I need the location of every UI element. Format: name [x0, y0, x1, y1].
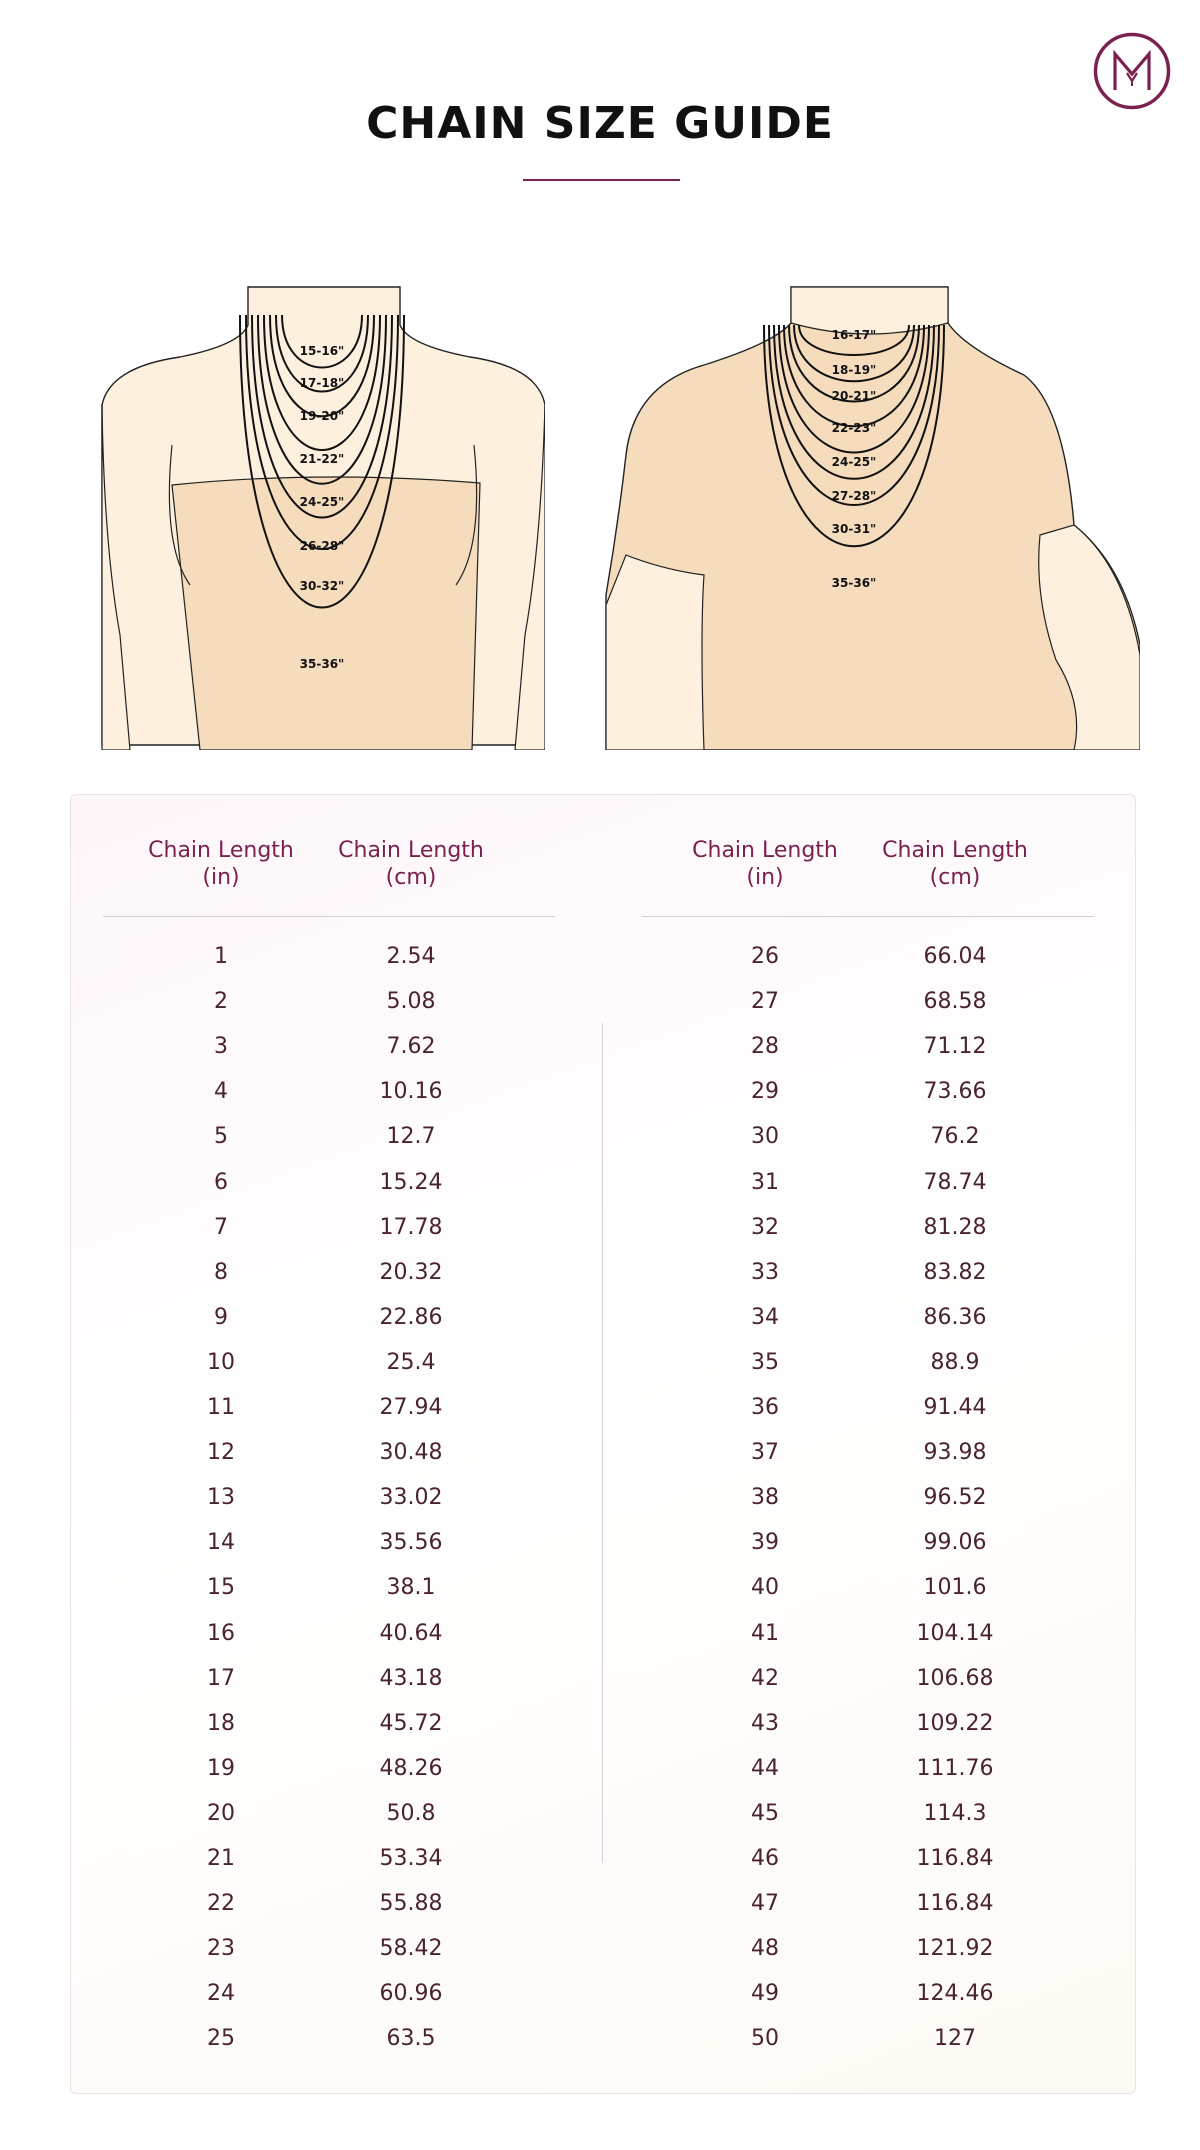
table-cell-in: 46 — [751, 1846, 779, 1871]
table-cell-in: 28 — [751, 1034, 779, 1060]
table-cell-cm: 17.78 — [379, 1214, 443, 1240]
chain-length-label: 24-25" — [299, 495, 345, 509]
table-cell-cm: 35.56 — [379, 1530, 443, 1556]
table-cell-in: 24 — [207, 1981, 235, 2007]
table-cell-cm: 73.66 — [923, 1079, 987, 1105]
chain-length-label: 17-18" — [299, 376, 345, 390]
table-cell-in: 11 — [207, 1395, 235, 1420]
table-cell-cm: 20.32 — [379, 1259, 443, 1285]
table-cell-cm: 71.12 — [923, 1034, 987, 1060]
table-cell-in: 6 — [214, 1169, 228, 1195]
table-cell-in: 48 — [751, 1936, 779, 1962]
table-cell-in: 26 — [751, 944, 779, 969]
table-cell-cm: 25.4 — [386, 1349, 436, 1375]
table-cell-in: 43 — [751, 1710, 779, 1736]
table-cell-in: 12 — [207, 1440, 235, 1466]
table-cell-cm: 78.74 — [923, 1169, 987, 1195]
table-cell-in: 42 — [751, 1665, 779, 1691]
table-cell-in: 30 — [751, 1124, 779, 1150]
table-cell-in: 45 — [751, 1800, 779, 1826]
chain-length-label: 27-28" — [831, 489, 877, 503]
table-cell-cm: 10.16 — [379, 1079, 443, 1105]
table-cell-in: 22 — [207, 1891, 235, 1917]
header-left-in: Chain Length (in) — [148, 838, 294, 890]
table-cell-in: 17 — [207, 1665, 235, 1691]
table-cell-cm: 93.98 — [923, 1440, 987, 1466]
table-cell-in: 36 — [751, 1395, 779, 1420]
table-cell-cm: 5.08 — [386, 989, 436, 1015]
chain-length-label: 19-20" — [299, 409, 345, 423]
page-title: CHAIN SIZE GUIDE — [366, 98, 834, 149]
table-cell-in: 1 — [214, 944, 228, 969]
table-cell-cm: 53.34 — [379, 1846, 443, 1871]
chain-length-label: 35-36" — [299, 657, 345, 671]
table-cell-in: 4 — [214, 1079, 228, 1105]
table-cell-cm: 30.48 — [379, 1440, 443, 1466]
table-cell-in: 39 — [751, 1530, 779, 1556]
table-cell-in: 20 — [207, 1800, 235, 1826]
table-cell-in: 32 — [751, 1214, 779, 1240]
table-cell-cm: 124.46 — [916, 1981, 994, 2007]
table-cell-in: 34 — [751, 1304, 779, 1330]
table-cell-cm: 12.7 — [386, 1124, 436, 1150]
chain-length-label: 21-22" — [299, 452, 345, 466]
table-cell-cm: 55.88 — [379, 1891, 443, 1917]
female-necklace-diagram — [100, 285, 545, 750]
table-cell-cm: 68.58 — [923, 989, 987, 1015]
table-cell-cm: 83.82 — [923, 1259, 987, 1285]
table-cell-in: 35 — [751, 1349, 779, 1375]
chain-length-label: 15-16" — [299, 344, 345, 358]
table-cell-cm: 50.8 — [386, 1800, 436, 1826]
table-cell-in: 33 — [751, 1259, 779, 1285]
table-cell-cm: 111.76 — [916, 1755, 994, 1781]
chain-length-label: 24-25" — [831, 455, 877, 469]
table-cell-in: 5 — [214, 1124, 228, 1150]
table-cell-in: 3 — [214, 1034, 228, 1060]
table-cell-in: 13 — [207, 1485, 235, 1511]
male-necklace-diagram — [604, 285, 1140, 750]
table-cell-in: 25 — [207, 2026, 235, 2052]
table-cell-cm: 116.84 — [916, 1846, 994, 1871]
male-arm-left — [606, 555, 704, 750]
table-cell-cm: 38.1 — [386, 1575, 436, 1601]
table-cell-in: 23 — [207, 1936, 235, 1962]
chain-length-label: 30-32" — [299, 579, 345, 593]
table-cell-cm: 33.02 — [379, 1485, 443, 1511]
column-separator — [602, 1023, 603, 1863]
table-cell-cm: 109.22 — [916, 1710, 994, 1736]
table-cell-cm: 86.36 — [923, 1304, 987, 1330]
table-cell-in: 9 — [214, 1304, 228, 1330]
table-cell-cm: 121.92 — [916, 1936, 994, 1962]
chain-length-label: 18-19" — [831, 363, 877, 377]
table-cell-in: 44 — [751, 1755, 779, 1781]
table-cell-in: 50 — [751, 2026, 779, 2052]
table-cell-cm: 106.68 — [916, 1665, 994, 1691]
title-underline — [523, 179, 680, 181]
table-cell-cm: 101.6 — [923, 1575, 987, 1601]
table-cell-cm: 7.62 — [386, 1034, 436, 1060]
table-cell-in: 47 — [751, 1891, 779, 1917]
header-left-cm: Chain Length (cm) — [338, 838, 484, 890]
table-cell-cm: 15.24 — [379, 1169, 443, 1195]
table-cell-cm: 104.14 — [916, 1620, 994, 1646]
table-cell-in: 19 — [207, 1755, 235, 1781]
table-cell-in: 14 — [207, 1530, 235, 1556]
table-cell-cm: 76.2 — [930, 1124, 980, 1150]
table-cell-cm: 88.9 — [930, 1349, 980, 1375]
header-divider-right — [642, 916, 1094, 917]
table-cell-cm: 60.96 — [379, 1981, 443, 2007]
table-cell-in: 8 — [214, 1259, 228, 1285]
table-cell-in: 10 — [207, 1349, 235, 1375]
chain-length-label: 16-17" — [831, 328, 877, 342]
chain-length-label: 35-36" — [831, 576, 877, 590]
chain-length-label: 30-31" — [831, 522, 877, 536]
table-cell-in: 2 — [214, 989, 228, 1015]
table-cell-in: 7 — [214, 1214, 228, 1240]
table-cell-cm: 114.3 — [923, 1800, 987, 1826]
table-cell-in: 29 — [751, 1079, 779, 1105]
table-cell-cm: 81.28 — [923, 1214, 987, 1240]
table-cell-cm: 27.94 — [379, 1395, 443, 1420]
table-cell-cm: 96.52 — [923, 1485, 987, 1511]
chain-length-label: 22-23" — [831, 421, 877, 435]
table-cell-in: 41 — [751, 1620, 779, 1646]
table-cell-in: 27 — [751, 989, 779, 1015]
table-cell-in: 18 — [207, 1710, 235, 1736]
table-cell-in: 16 — [207, 1620, 235, 1646]
table-cell-cm: 91.44 — [923, 1395, 987, 1420]
table-cell-cm: 99.06 — [923, 1530, 987, 1556]
table-cell-cm: 66.04 — [923, 944, 987, 969]
table-cell-cm: 45.72 — [379, 1710, 443, 1736]
header-right-in: Chain Length (in) — [692, 838, 838, 890]
table-cell-in: 37 — [751, 1440, 779, 1466]
table-cell-cm: 22.86 — [379, 1304, 443, 1330]
header-right-cm: Chain Length (cm) — [882, 838, 1028, 890]
table-cell-in: 49 — [751, 1981, 779, 2007]
table-cell-in: 38 — [751, 1485, 779, 1511]
chain-length-label: 26-28" — [299, 539, 345, 553]
table-cell-cm: 127 — [934, 2026, 976, 2052]
table-cell-cm: 63.5 — [386, 2026, 436, 2052]
table-cell-in: 31 — [751, 1169, 779, 1195]
size-table-card — [70, 794, 1136, 2094]
table-cell-cm: 43.18 — [379, 1665, 443, 1691]
table-cell-cm: 48.26 — [379, 1755, 443, 1781]
table-cell-in: 40 — [751, 1575, 779, 1601]
table-cell-in: 15 — [207, 1575, 235, 1601]
chain-length-label: 20-21" — [831, 389, 877, 403]
table-cell-cm: 40.64 — [379, 1620, 443, 1646]
table-cell-cm: 116.84 — [916, 1891, 994, 1917]
table-cell-in: 21 — [207, 1846, 235, 1871]
header-divider-left — [103, 916, 555, 917]
table-cell-cm: 58.42 — [379, 1936, 443, 1962]
table-cell-cm: 2.54 — [386, 944, 436, 969]
